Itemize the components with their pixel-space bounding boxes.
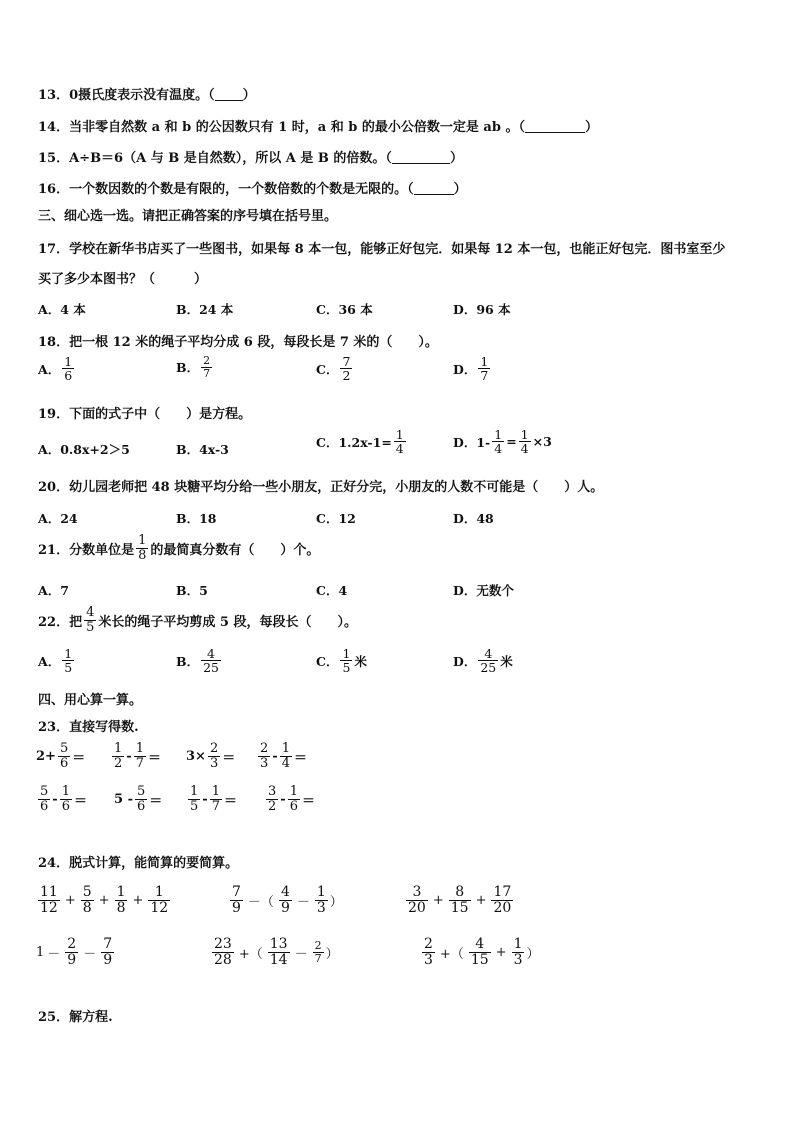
fraction: $\frac{1}{5}$ [342,646,351,676]
fraction: $\frac{4}{5}$ [86,605,95,635]
option-18-a[interactable]: A． $\frac{1}{6}$ [38,354,73,384]
question-15: 15．A÷B＝6（A 与 B 是自然数），所以 A 是 B 的倍数。（ ） [38,151,463,166]
calculation-item: $\frac{2}{3}$ +（ $\frac{4}{15}$ + $\frac{1}{3}$ ） [424,936,540,968]
option-17-b[interactable]: B．24 本 [176,302,234,317]
calculation-item: $\frac{11}{12}$ + $\frac{5}{8}$ + $\frac{1}{8}$ + $\frac{1}{12}$ [40,884,169,916]
fraction: $\frac{1}{8}$ [138,533,147,563]
fraction: $\frac{1}{7}$ [480,354,489,384]
option-21-a[interactable]: A．7 [38,583,69,598]
option-18-b[interactable]: B． $\frac{2}{7}$ [176,354,211,380]
question-22: 22． 把 $\frac{4}{5}$ 米长的绳子平均剪成 5 段，每段长（ ）。 [38,605,357,635]
question-18: 18．把一根 12 米的绳子平均分成 6 段，每段长是 7 米的（ ）。 [38,335,438,350]
mental-math-item: 2+ $\frac{5}{6}$ ＝ [36,741,86,771]
question-25: 25．解方程. [38,1010,113,1025]
option-19-c[interactable]: C．1.2x-1= $\frac{1}{4}$ [316,427,404,457]
question-24: 24．脱式计算，能简算的要简算。 [38,856,239,871]
option-18-c[interactable]: C． $\frac{7}{2}$ [316,354,351,384]
calculation-item: $\frac{7}{9}$ －（ $\frac{4}{9}$ － $\frac{1}{3}$ ） [232,884,343,916]
option-22-a[interactable]: A． $\frac{1}{5}$ [38,646,73,676]
fraction: $\frac{1}{6}$ [64,354,73,384]
option-19-b[interactable]: B．4x-3 [176,442,229,457]
fraction: $\frac{2}{7}$ [203,354,211,380]
question-17: 17．学校在新华书店买了一些图书，如果每 8 本一包，能够正好包完．如果每 12 本一包，也能正好包完．图书室至少 [38,242,726,257]
option-17-c[interactable]: C．36 本 [316,302,373,317]
mental-math-item: $\frac{1}{5}$ - $\frac{1}{7}$ ＝ [190,784,237,814]
question-14: 14．当非零自然数 a 和 b 的公因数只有 1 时，a 和 b 的最小公倍数一定是 ab 。（ ） [38,120,598,135]
option-20-b[interactable]: B．18 [176,511,217,526]
calculation-item: $\frac{3}{20}$ + $\frac{8}{15}$ + $\frac{17}{20}$ [408,884,512,916]
answer-blank[interactable] [392,151,450,164]
option-19-d[interactable]: D．1- $\frac{1}{4}$ = $\frac{1}{4}$ ×3 [453,427,552,457]
mental-math-item: $\frac{2}{3}$ - $\frac{1}{4}$ ＝ [260,741,307,771]
question-17-line2: 买了多少本图书？（ ） [38,272,208,287]
fraction: $\frac{4}{25}$ [480,646,497,676]
answer-blank[interactable] [525,120,585,133]
fraction: $\frac{4}{25}$ [203,646,219,676]
answer-blank[interactable] [215,88,243,101]
question-16: 16．一个数因数的个数是有限的，一个数倍数的个数是无限的。（ ） [38,182,467,197]
question-20: 20．幼儿园老师把 48 块糖平均分给一些小朋友，正好分完，小朋友的人数不可能是（ ）人。 [38,480,604,495]
option-20-a[interactable]: A．24 [38,511,78,526]
option-22-b[interactable]: B． $\frac{4}{25}$ [176,646,219,676]
fraction: $\frac{1}{4}$ [494,427,503,457]
option-21-c[interactable]: C．4 [316,583,348,598]
option-21-b[interactable]: B．5 [176,583,208,598]
question-23: 23．直接写得数. [38,720,139,735]
question-13: 13．0摄氏度表示没有温度。（ ） [38,88,256,103]
fraction: $\frac{1}{5}$ [64,646,73,676]
calculation-item: $\frac{23}{28}$ +（ $\frac{13}{14}$ － $\frac{2}{7}$ ） [214,936,339,968]
mental-math-item: $\frac{5}{6}$ - $\frac{1}{6}$ ＝ [40,784,87,814]
option-22-d[interactable]: D． $\frac{4}{25}$ 米 [453,646,513,676]
option-17-a[interactable]: A．4 本 [38,302,86,317]
answer-blank[interactable] [414,182,454,195]
question-21: 21． 分数单位是 $\frac{1}{8}$ 的最简真分数有（ ）个。 [38,533,320,563]
option-20-d[interactable]: D．48 [453,511,494,526]
option-20-c[interactable]: C．12 [316,511,356,526]
mental-math-item: $\frac{3}{2}$ - $\frac{1}{6}$ ＝ [268,784,315,814]
option-17-d[interactable]: D．96 本 [453,302,511,317]
section-3-heading: 三、细心选一选。请把正确答案的序号填在括号里。 [38,209,338,224]
fraction: $\frac{7}{2}$ [342,354,351,384]
section-4-heading: 四、用心算一算。 [38,693,143,708]
mental-math-item: 5 - $\frac{5}{6}$ ＝ [114,784,163,814]
option-22-c[interactable]: C． $\frac{1}{5}$ 米 [316,646,367,676]
question-19: 19．下面的式子中（ ）是方程。 [38,407,252,422]
option-19-a[interactable]: A．0.8x+2＞5 [38,442,130,457]
fraction: $\frac{1}{4}$ [395,427,404,457]
calculation-item: 1 － $\frac{2}{9}$ － $\frac{7}{9}$ [36,936,113,968]
mental-math-item: $\frac{1}{2}$ - $\frac{1}{7}$ ＝ [114,741,161,771]
fraction: $\frac{1}{4}$ [520,427,529,457]
option-18-d[interactable]: D． $\frac{1}{7}$ [453,354,489,384]
option-21-d[interactable]: D．无数个 [453,583,514,598]
mental-math-item: 3× $\frac{2}{3}$ ＝ [186,741,236,771]
